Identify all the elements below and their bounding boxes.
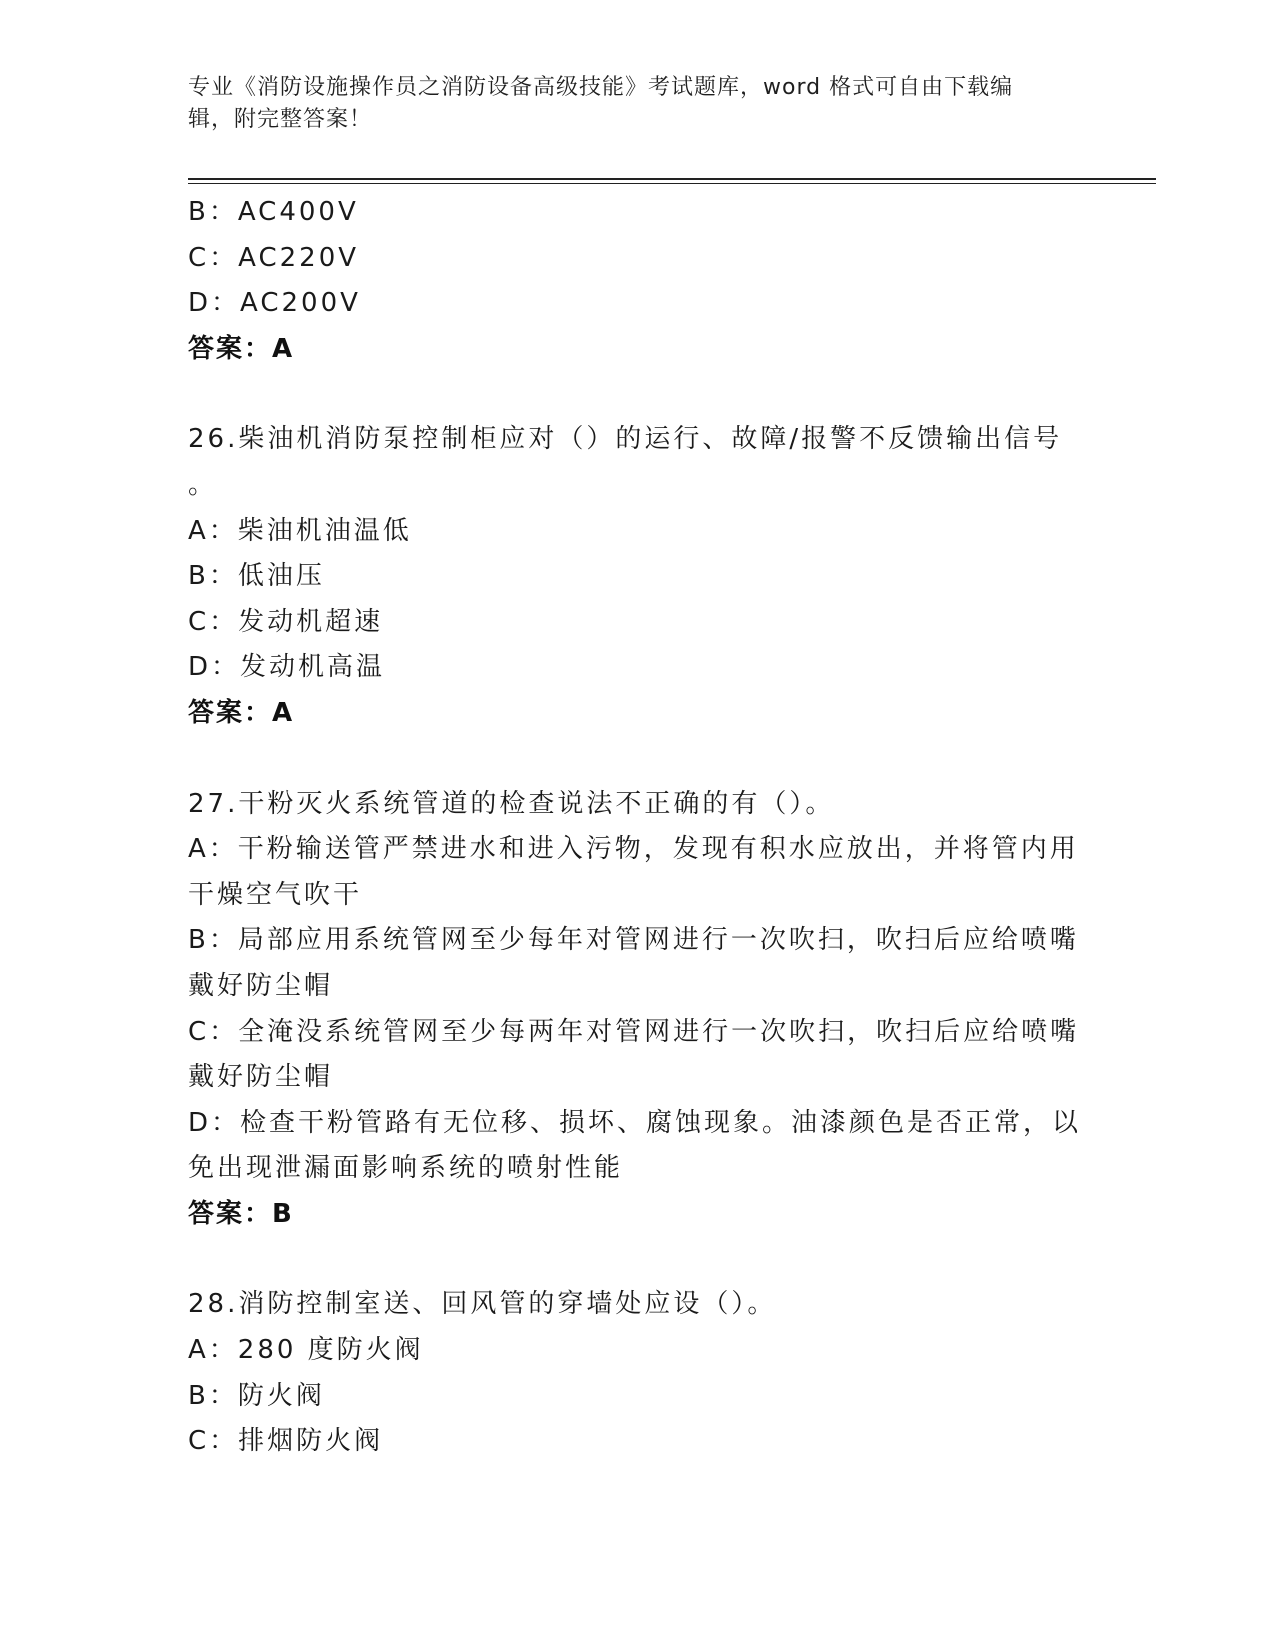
q26-answer: 答案：A bbox=[188, 697, 295, 728]
q26-option-c: C：发动机超速 bbox=[188, 606, 384, 637]
q27-option-c-line-2: 戴好防尘帽 bbox=[188, 1062, 334, 1093]
q27-option-b-line-1: B：局部应用系统管网至少每年对管网进行一次吹扫，吹扫后应给喷嘴 bbox=[188, 925, 1079, 956]
q27-option-d-line-2: 免出现泄漏面影响系统的喷射性能 bbox=[188, 1153, 624, 1184]
q28-question: 28.消防控制室送、回风管的穿墙处应设（）。 bbox=[188, 1289, 777, 1320]
question-27-block bbox=[188, 782, 1088, 1238]
q25-option-b: B：AC400V bbox=[188, 197, 359, 227]
question-content bbox=[188, 190, 1088, 1465]
question-25-block bbox=[188, 190, 1088, 372]
q25-answer: 答案：A bbox=[188, 333, 295, 364]
q25-option-c: C：AC220V bbox=[188, 242, 360, 273]
q27-question: 27.干粉灭火系统管道的检查说法不正确的有（）。 bbox=[188, 788, 835, 819]
header-line-1: 专业《消防设施操作员之消防设备高级技能》考试题库，word 格式可自由下载编 bbox=[188, 75, 1014, 100]
q27-option-b-line-2: 戴好防尘帽 bbox=[188, 970, 334, 1001]
header-divider-thick bbox=[188, 178, 1156, 180]
q26-option-b: B：低油压 bbox=[188, 561, 325, 592]
document-header bbox=[188, 72, 1068, 136]
header-line-2: 辑，附完整答案！ bbox=[188, 107, 373, 132]
question-26-block bbox=[188, 417, 1088, 736]
q26-option-a: A：柴油机油温低 bbox=[188, 515, 412, 546]
q27-option-a-line-1: A：干粉输送管严禁进水和进入污物，发现有积水应放出，并将管内用 bbox=[188, 834, 1079, 865]
q27-option-d-line-1: D：检查干粉管路有无位移、损坏、腐蚀现象。油漆颜色是否正常，以 bbox=[188, 1107, 1082, 1138]
q26-option-d: D：发动机高温 bbox=[188, 652, 386, 683]
q28-option-b: B：防火阀 bbox=[188, 1380, 325, 1411]
q26-question-line-1: 26.柴油机消防泵控制柜应对（）的运行、故障/报警不反馈输出信号 bbox=[188, 424, 1063, 455]
q28-option-c: C：排烟防火阀 bbox=[188, 1426, 384, 1457]
q28-option-a: A：280 度防火阀 bbox=[188, 1335, 424, 1366]
header-divider-thin bbox=[188, 183, 1156, 184]
q27-option-c-line-1: C：全淹没系统管网至少每两年对管网进行一次吹扫，吹扫后应给喷嘴 bbox=[188, 1016, 1080, 1047]
q26-question-line-2: 。 bbox=[188, 469, 218, 500]
q27-answer: 答案：B bbox=[188, 1198, 294, 1229]
question-28-block bbox=[188, 1282, 1088, 1464]
spacer bbox=[188, 1237, 1088, 1282]
spacer bbox=[188, 737, 1088, 782]
q25-option-d: D：AC200V bbox=[188, 288, 361, 319]
q27-option-a-line-2: 干燥空气吹干 bbox=[188, 879, 363, 910]
spacer bbox=[188, 372, 1088, 417]
